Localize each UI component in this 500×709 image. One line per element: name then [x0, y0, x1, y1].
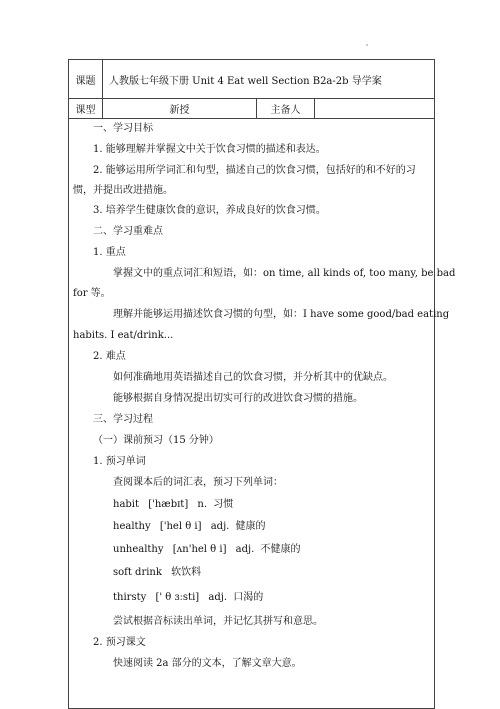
goal-3: 3. 培养学生健康饮食的意识，养成良好的饮食习惯。: [93, 205, 326, 216]
vocab-phonetic: [' θ ɜːsti]: [155, 592, 200, 603]
key-points-label: 1. 重点: [93, 247, 126, 258]
vocab-item: [113, 499, 233, 511]
vocab-phonetic: [ʌn'hel θ i]: [172, 544, 227, 555]
title-row: [69, 60, 435, 99]
lesson-plan-table: [68, 59, 456, 709]
section-2-heading: 二、学习重难点: [93, 226, 163, 237]
vocab-meaning: 不健康的: [260, 544, 301, 555]
preview-words-label: 1. 预习单词: [93, 456, 146, 467]
key-points-text-1-line-2: for 等。: [73, 288, 111, 299]
vocab-phonetic: ['hæbɪt]: [148, 499, 189, 510]
vocab-word: habit: [113, 499, 140, 510]
type-value: 新授: [103, 99, 257, 119]
preview-text-instruction: 快速阅读 2a 部分的文本，了解文章大意。: [113, 658, 302, 669]
type-label: 课型: [69, 99, 103, 119]
title-label: 课题: [69, 60, 103, 99]
pre-class-heading: （一）课前预习（15 分钟）: [93, 435, 219, 446]
key-points-text-2-line-1: 理解并能够运用描述饮食习惯的句型，如：I have some good/bad eating: [113, 309, 450, 320]
vocab-word: healthy: [113, 521, 151, 532]
vocab-pos: adj.: [210, 521, 230, 532]
vocab-meaning: 口渴的: [233, 592, 264, 603]
vocab-pos: adj.: [208, 592, 228, 603]
author-label: 主备人: [257, 99, 315, 119]
preview-text-label: 2. 预习课文: [93, 637, 146, 648]
vocab-pos: adj.: [235, 544, 255, 555]
difficulties-text-1: 如何准确地用英语描述自己的饮食习惯，并分析其中的优缺点。: [113, 372, 393, 383]
section-3-heading: 三、学习过程: [93, 414, 153, 425]
preview-words-tip: 尝试根据音标读出单词，并记忆其拼写和意思。: [113, 616, 323, 627]
type-row: [69, 99, 435, 119]
vocab-meaning: 习惯: [213, 499, 234, 510]
vocab-item: [113, 592, 263, 604]
author-value: [315, 99, 435, 119]
preview-words-instruction: 查阅课本后的词汇表，预习下列单词：: [113, 477, 283, 488]
key-points-text-1-line-1: 掌握文中的重点词汇和短语，如：on time, all kinds of, too many, be bad: [113, 268, 456, 279]
scan-dot: [366, 44, 368, 46]
goal-1: 1. 能够理解并掌握文中关于饮食习惯的描述和表达。: [93, 144, 326, 155]
key-points-text-2-line-2: habits. I eat/drink...: [73, 330, 174, 341]
vocab-meaning: 健康的: [235, 521, 266, 532]
difficulties-label: 2. 难点: [93, 351, 126, 362]
vocab-phonetic: ['hel θ i]: [159, 521, 202, 532]
vocab-item: [113, 544, 301, 556]
goal-2-line-2: 惯，并提出改进措施。: [73, 185, 173, 196]
content-row: [69, 119, 435, 709]
vocab-pos: n.: [197, 499, 208, 510]
vocab-meaning: 软饮料: [171, 567, 202, 578]
difficulties-text-2: 能够根据自身情况提出切实可行的改进饮食习惯的措施。: [113, 393, 363, 404]
vocab-word: unhealthy: [113, 544, 164, 555]
title-value: 人教版七年级下册 Unit 4 Eat well Section B2a-2b 导学案: [103, 60, 435, 99]
vocab-word: thirsty: [113, 592, 147, 603]
vocab-word: soft drink: [113, 567, 162, 578]
vocab-item: [113, 567, 201, 579]
section-1-heading: 一、学习目标: [93, 123, 153, 134]
content-cell: [69, 119, 456, 709]
vocab-item: [113, 521, 266, 533]
goal-2-line-1: 2. 能够运用所学词汇和句型，描述自己的饮食习惯，包括好的和不好的习: [93, 165, 416, 176]
